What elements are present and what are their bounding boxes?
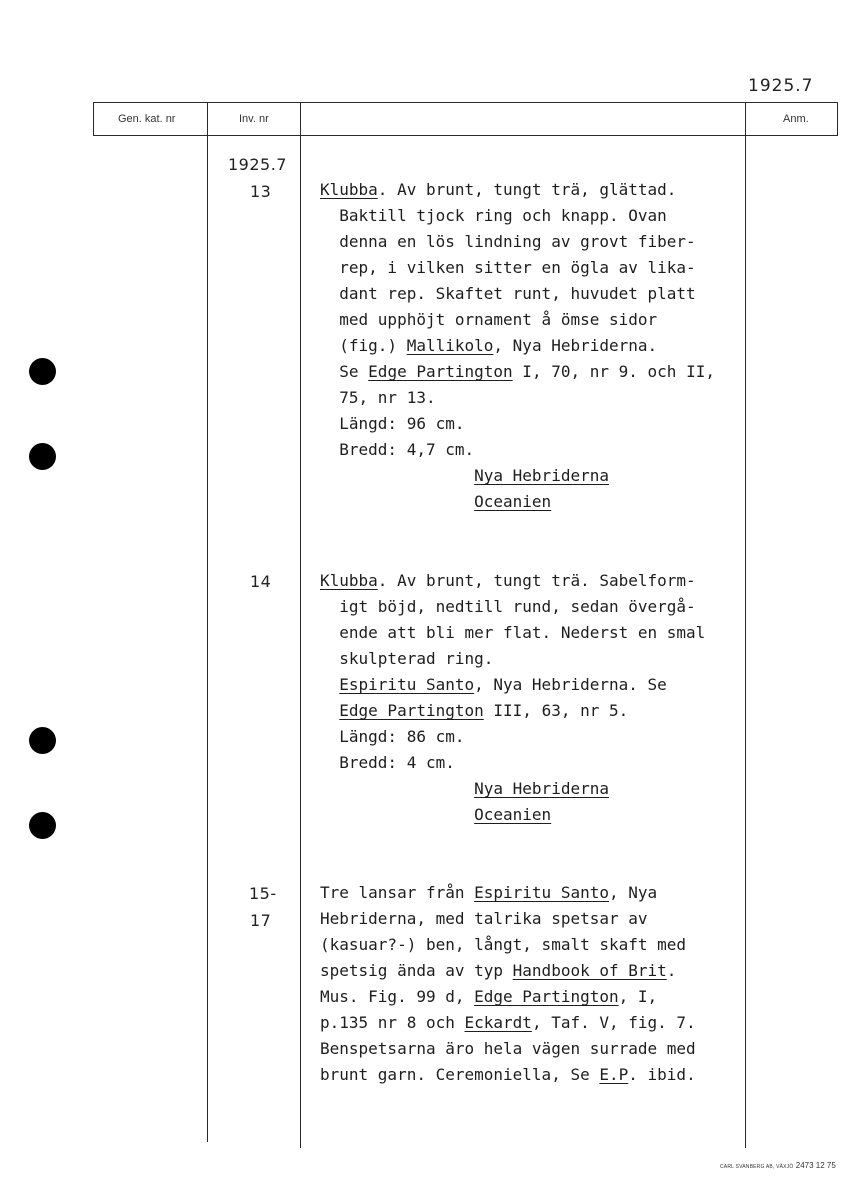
text-line xyxy=(320,646,493,672)
text-line xyxy=(320,958,676,984)
form-code: 2473 12 75 xyxy=(795,1161,836,1170)
header-inv-nr: Inv. nr xyxy=(239,113,269,125)
text-line xyxy=(320,880,657,906)
text-segment: denna en lös lindning av grovt fiber- xyxy=(320,232,696,251)
text-segment: . Av brunt, tungt trä. Sabelform- xyxy=(377,571,696,590)
text-segment: , I, xyxy=(618,987,658,1006)
text-segment: igt böjd, nedtill rund, sedan övergå- xyxy=(320,597,696,616)
text-line xyxy=(320,984,657,1010)
text-segment: , Nya Hebriderna. Se xyxy=(474,675,667,694)
inv-number: 17 xyxy=(250,911,272,930)
text-line xyxy=(320,177,676,203)
text-line xyxy=(320,411,465,437)
gen-kat-column-rule xyxy=(207,102,208,1142)
underlined-reference: Klubba xyxy=(320,180,378,199)
text-segment: Benspetsarna äro hela vägen surrade med xyxy=(320,1039,696,1058)
anm-column-rule xyxy=(745,102,746,1148)
underlined-reference: Mallikolo xyxy=(406,336,494,355)
text-line xyxy=(320,333,657,359)
text-line xyxy=(320,307,657,333)
header-bottom-rule xyxy=(93,135,838,136)
text-segment: p.135 nr 8 och xyxy=(320,1013,465,1032)
text-segment: , Taf. V, fig. 7. xyxy=(531,1013,696,1032)
text-segment: I, 70, nr 9. och II, xyxy=(512,362,715,381)
underlined-reference: Espiritu Santo xyxy=(339,675,475,694)
table-top-rule xyxy=(93,102,838,103)
text-line xyxy=(320,489,551,515)
underlined-reference: Klubba xyxy=(320,571,378,590)
text-line xyxy=(320,620,705,646)
text-line xyxy=(320,802,551,828)
underlined-reference: Espiritu Santo xyxy=(474,883,609,902)
punch-hole xyxy=(29,443,56,470)
text-segment: (kasuar?-) ben, långt, smalt skaft med xyxy=(320,935,687,954)
inv-column-rule xyxy=(300,102,301,1148)
text-segment: Bredd: 4,7 cm. xyxy=(320,440,475,459)
text-segment: Bredd: 4 cm. xyxy=(320,753,455,772)
text-segment: III, 63, nr 5. xyxy=(483,701,629,720)
punch-hole xyxy=(29,358,56,385)
underlined-reference: Edge Partington xyxy=(474,987,619,1006)
text-line xyxy=(320,385,436,411)
text-line xyxy=(320,568,696,594)
text-segment: 75, nr 13. xyxy=(320,388,436,407)
text-segment: Längd: 96 cm. xyxy=(320,414,465,433)
text-segment: Se xyxy=(320,362,369,381)
text-segment: Oceanien xyxy=(474,805,552,824)
text-line xyxy=(320,932,686,958)
text-segment: . ibid. xyxy=(628,1065,696,1084)
printer-mark xyxy=(720,1161,836,1170)
text-segment: . xyxy=(666,961,677,980)
header-gen-kat-nr: Gen. kat. nr xyxy=(118,113,176,125)
text-segment: . Av brunt, tungt trä, glättad. xyxy=(377,180,677,199)
underlined-reference: E.P xyxy=(599,1065,629,1084)
page-number: 1925.7 xyxy=(748,76,814,96)
text-segment: spetsig ända av typ xyxy=(320,961,513,980)
text-segment: Nya Hebriderna xyxy=(474,466,609,485)
text-segment: rep, i vilken sitter en ögla av lika- xyxy=(320,258,696,277)
underlined-reference: Eckardt xyxy=(464,1013,532,1032)
table-right-rule xyxy=(837,102,838,136)
text-line xyxy=(320,463,609,489)
text-line xyxy=(320,724,465,750)
text-line xyxy=(320,281,696,307)
punch-hole xyxy=(29,727,56,754)
text-segment: Mus. Fig. 99 d, xyxy=(320,987,475,1006)
text-line xyxy=(320,750,455,776)
text-line xyxy=(320,1010,696,1036)
text-line xyxy=(320,1062,696,1088)
text-line xyxy=(320,203,667,229)
text-line xyxy=(320,229,696,255)
text-segment xyxy=(320,701,339,720)
text-line xyxy=(320,437,474,463)
text-line xyxy=(320,672,667,698)
punch-hole xyxy=(29,812,56,839)
underlined-reference: Edge Partington xyxy=(339,701,484,720)
text-line xyxy=(320,255,696,281)
underlined-reference: Handbook of Brit xyxy=(512,961,667,980)
table-left-rule xyxy=(93,102,94,136)
text-segment: ende att bli mer flat. Nederst en smal xyxy=(320,623,706,642)
text-line xyxy=(320,1036,696,1062)
text-segment: med upphöjt ornament å ömse sidor xyxy=(320,310,658,329)
text-segment: Nya Hebriderna xyxy=(474,779,609,798)
text-segment: (fig.) xyxy=(320,336,407,355)
text-line xyxy=(320,594,696,620)
text-line xyxy=(320,906,648,932)
text-line xyxy=(320,776,609,802)
underlined-reference: Edge Partington xyxy=(368,362,513,381)
text-segment: Tre lansar från xyxy=(320,883,475,902)
text-segment xyxy=(320,675,339,694)
inv-number: 15- xyxy=(249,884,277,903)
inv-number: 1925.7 xyxy=(228,155,287,174)
inv-number: 14 xyxy=(250,572,272,591)
text-line xyxy=(320,698,628,724)
text-line xyxy=(320,359,715,385)
text-segment: Oceanien xyxy=(474,492,552,511)
text-segment: Hebriderna, med talrika spetsar av xyxy=(320,909,648,928)
printer-name: CARL SVANBERG AB, VÄXJÖ xyxy=(720,1164,794,1170)
text-segment: Längd: 86 cm. xyxy=(320,727,465,746)
text-segment: Baktill tjock ring och knapp. Ovan xyxy=(320,206,667,225)
header-anm: Anm. xyxy=(783,113,809,125)
inv-number: 13 xyxy=(250,182,272,201)
text-segment: skulpterad ring. xyxy=(320,649,494,668)
text-segment: dant rep. Skaftet runt, huvudet platt xyxy=(320,284,696,303)
text-segment: , Nya Hebriderna. xyxy=(493,336,658,355)
text-segment: brunt garn. Ceremoniella, Se xyxy=(320,1065,600,1084)
text-segment: , Nya xyxy=(608,883,658,902)
